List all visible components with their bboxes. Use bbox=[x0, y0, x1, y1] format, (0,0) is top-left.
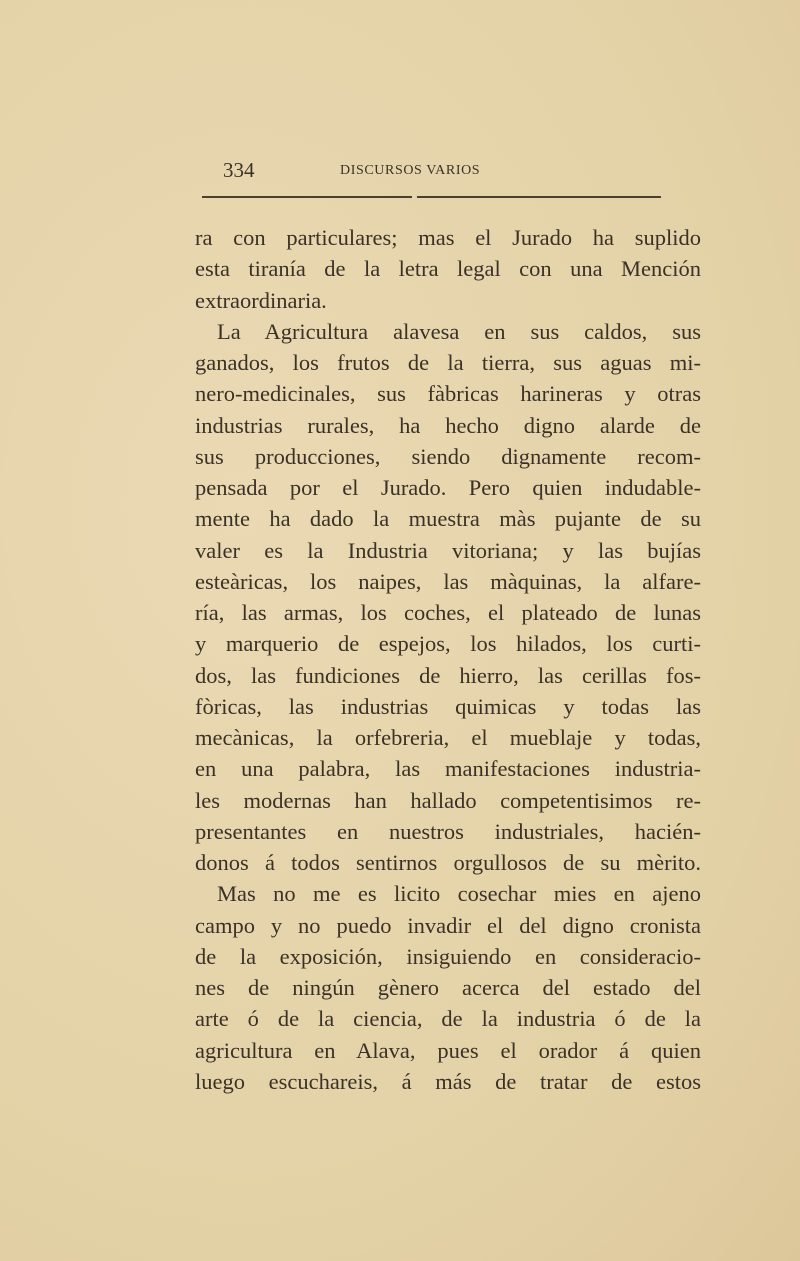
text-line: La Agricultura alavesa en sus caldos, sus bbox=[217, 318, 701, 344]
text-line: ría, las armas, los coches, el plateado de lunas bbox=[195, 600, 701, 625]
text-line: sus producciones, siendo dignamente recom- bbox=[195, 443, 701, 469]
text-line: mente ha dado la muestra màs pujante de su bbox=[195, 506, 701, 532]
text-line: en una palabra, las manifestaciones industria- bbox=[195, 756, 701, 782]
text-line: nero-medicinales, sus fàbricas harineras y otras bbox=[195, 381, 701, 407]
running-head: DISCURSOS VARIOS bbox=[340, 163, 481, 178]
text-line: esteàricas, los naipes, las màquinas, la alfare- bbox=[195, 568, 701, 594]
text-line: y marquerio de espejos, los hilados, los curti- bbox=[195, 631, 701, 657]
header-rule bbox=[202, 196, 412, 198]
text-line: presentantes en nuestros industriales, hacién- bbox=[195, 818, 701, 844]
text-line: extraordinaria. bbox=[195, 287, 327, 313]
text-line: industrias rurales, ha hecho digno alarde de bbox=[195, 412, 701, 438]
text-line: ganados, los frutos de la tierra, sus aguas mi- bbox=[195, 350, 701, 375]
text-line: luego escuchareis, á más de tratar de estos bbox=[195, 1068, 701, 1094]
text-line: Mas no me es licito cosechar mies en ajeno bbox=[217, 881, 701, 907]
body-text bbox=[195, 222, 701, 1097]
text-line: nes de ningún gènero acerca del estado del bbox=[195, 975, 701, 1000]
text-line: mecànicas, la orfebreria, el mueblaje y todas, bbox=[195, 725, 701, 750]
text-line: fòricas, las industrias quimicas y todas las bbox=[195, 693, 701, 719]
text-line: campo y no puedo invadir el del digno cronista bbox=[195, 912, 701, 938]
text-line: valer es la Industria vitoriana; y las bujías bbox=[195, 537, 701, 563]
page-number: 334 bbox=[223, 158, 255, 182]
text-line: esta tiranía de la letra legal con una Mención bbox=[195, 256, 701, 282]
text-line: agricultura en Alava, pues el orador á quien bbox=[195, 1037, 701, 1063]
text-line: de la exposición, insiguiendo en consideracio- bbox=[195, 943, 701, 969]
text-line: arte ó de la ciencia, de la industria ó de la bbox=[195, 1006, 701, 1032]
text-line: donos á todos sentirnos orgullosos de su mèrito. bbox=[195, 850, 701, 875]
text-line: dos, las fundiciones de hierro, las cerillas fos- bbox=[195, 662, 701, 688]
text-line: ra con particulares; mas el Jurado ha suplido bbox=[195, 225, 701, 250]
header-rule bbox=[417, 196, 661, 198]
text-line: les modernas han hallado competentisimos re- bbox=[195, 787, 701, 813]
text-line: pensada por el Jurado. Pero quien indudable- bbox=[195, 475, 701, 500]
